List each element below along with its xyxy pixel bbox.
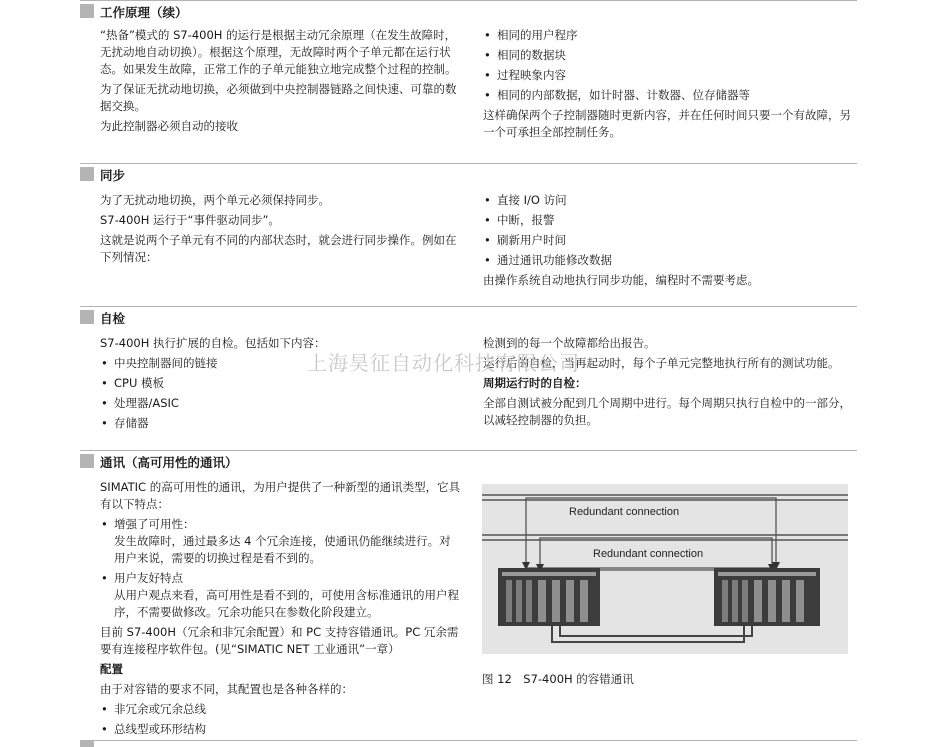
paragraph: 目前 S7-400H（冗余和非冗余配置）和 PC 支持容错通讯。PC 冗余需要有连接程序软件包。(见“SIMATIC NET 工业通讯”一章） (100, 625, 459, 656)
section-marker (80, 454, 94, 468)
paragraph: 为了无扰动地切换，两个单元必须保持同步。 (100, 193, 330, 207)
paragraph: 为此控制器必须自动的接收 (100, 119, 238, 133)
list-item: • 相同的内部数据，如计时器、计数器、位存储器等 (483, 87, 859, 104)
plc-rack-left (498, 568, 600, 626)
sync-cable (560, 626, 752, 636)
subheading: 配置 (100, 662, 123, 676)
list-item: • 中央控制器间的链接 (100, 355, 462, 372)
paragraph: 检测到的每一个故障都给出报告。 (483, 336, 656, 350)
list-item: • 总线型或环形结构 (100, 721, 462, 738)
redundant-connection-figure (482, 484, 848, 654)
paragraph: 这就是说两个子单元有不同的内部状态时，就会进行同步操作。例如在下列情况： (100, 233, 457, 264)
list-item: • 直接 I/O 访问 (483, 192, 859, 209)
paragraph: 由于对容错的要求不同，其配置也是各种各样的： (100, 682, 353, 696)
paragraph: “热备”模式的 S7-400H 的运行是根据主动冗余原理（在发生故障时，无扰动地自动切换）。根据这个原理，无故障时两个子单元都在运行状态。如果发生故障，正常工作的子单元能独立地完成整个过程的控制。 (100, 28, 457, 76)
network-diagram (482, 484, 848, 654)
paragraph: 运行后的自检，当再起动时，每个子单元完整地执行所有的测试功能。 (483, 356, 840, 370)
paragraph: 为了保证无扰动地切换，必须做到中央控制器链路之间快速、可靠的数据交换。 (100, 82, 457, 113)
bullet-list (100, 516, 462, 621)
section-title: 自检 (100, 311, 126, 326)
item-body: 发生故障时，通过最多达 4 个冗余连接，使通讯仍能继续进行。对用户来说，需要的切换过程是看不到的。 (114, 534, 451, 565)
list-item: • 存储器 (100, 415, 462, 432)
item-head: • 用户友好特点 (114, 571, 183, 585)
comm-left (100, 479, 462, 741)
section-title: 通讯（高可用性的通讯） (100, 455, 238, 470)
list-item: • 通过通讯功能修改数据 (483, 252, 859, 269)
list-item: • 刷新用户时间 (483, 232, 859, 249)
section-rule (80, 163, 857, 164)
item-head: • 增强了可用性： (114, 517, 195, 531)
figure-caption: 图 12 S7-400H 的容错通讯 (482, 672, 634, 686)
subheading: 周期运行时的自检： (483, 376, 587, 390)
section-rule (80, 450, 857, 451)
working-left (100, 27, 462, 138)
section-rule (80, 306, 857, 307)
figure-label-2: Redundant connection (593, 548, 704, 560)
figure-label-1: Redundant connection (569, 506, 680, 518)
list-item: • CPU 模板 (100, 375, 462, 392)
section-rule (80, 740, 857, 741)
watermark-text: 上海昊征自动化科技有限公司 (307, 351, 580, 375)
list-item: • 处理器/ASIC (100, 395, 462, 412)
paragraph: 全部自测试被分配到几个周期中进行。每个周期只执行自检中的一部分，以减轻控制器的负担。 (483, 396, 851, 427)
bullet-list (100, 701, 462, 738)
section-marker (80, 167, 94, 181)
paragraph: 由操作系统自动地执行同步功能，编程时不需要考虑。 (483, 273, 759, 287)
bullet-list (483, 192, 859, 269)
paragraph: S7-400H 执行扩展的自检。包括如下内容： (100, 336, 326, 350)
list-item: • 中断，报警 (483, 212, 859, 229)
paragraph: 这样确保两个子控制器随时更新内容，并在任何时间只要一个有故障，另一个可承担全部控制任务。 (483, 108, 851, 139)
list-item (100, 516, 462, 567)
list-item: • 相同的数据块 (483, 47, 859, 64)
working-right (483, 27, 859, 144)
sync-right (483, 192, 859, 292)
paragraph: S7-400H 运行于“事件驱动同步”。 (100, 213, 280, 227)
section-marker (80, 4, 94, 18)
bullet-list (483, 27, 859, 104)
list-item: • 非冗余或冗余总线 (100, 701, 462, 718)
item-body: 从用户观点来看，高可用性是看不到的，可使用含标准通讯的用户程序，不需要做修改。冗余功能只在参数化阶段建立。 (114, 588, 459, 619)
section-title: 工作原理（续） (100, 5, 188, 20)
sync-left (100, 192, 462, 269)
list-item: • 相同的用户程序 (483, 27, 859, 44)
section-rule (80, 0, 857, 1)
section-marker (80, 740, 94, 747)
sync-cable (552, 626, 744, 642)
section-marker (80, 310, 94, 324)
list-item (100, 570, 462, 621)
list-item: • 过程映象内容 (483, 67, 859, 84)
plc-rack-right (714, 568, 820, 626)
paragraph: SIMATIC 的高可用性的通讯，为用户提供了一种新型的通讯类型，它具有以下特点： (100, 480, 461, 511)
section-title: 同步 (100, 168, 126, 183)
